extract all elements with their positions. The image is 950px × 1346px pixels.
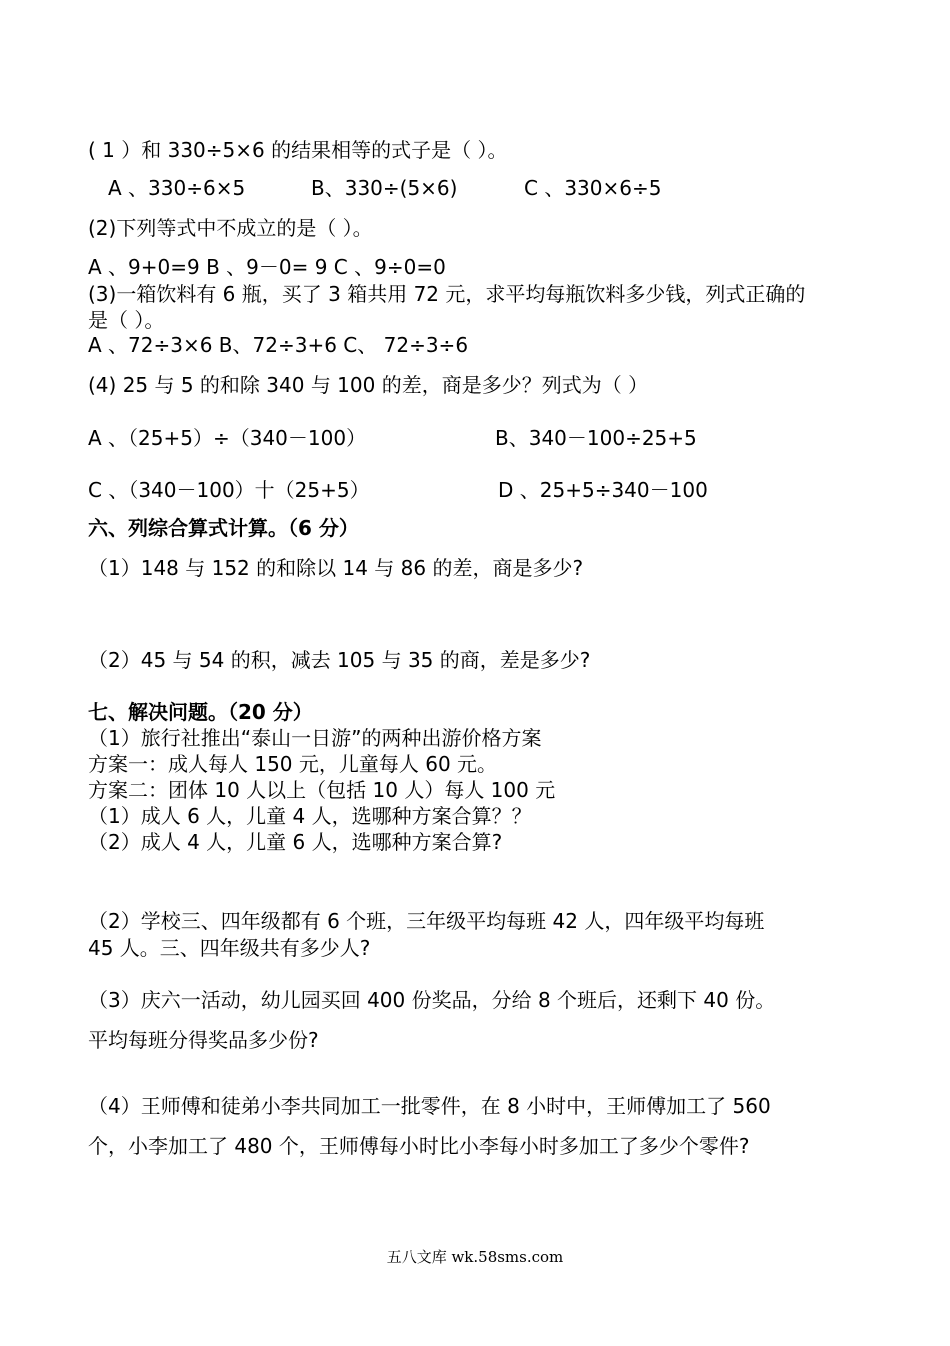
section6-question-1: （1）148 与 152 的和除以 14 与 86 的差，商是多少? [88,556,584,580]
q3-options: A 、72÷3×6 B、72÷3+6 C、 72÷3÷6 [88,333,469,357]
q4-stem: (4) 25 与 5 的和除 340 与 100 的差，商是多少？列式为（ ） [88,373,649,397]
problem1-plan1: 方案一：成人每人 150 元，儿童每人 60 元。 [88,752,498,776]
q1-option-c: C 、330×6÷5 [524,176,662,200]
q4-option-d: D 、25+5÷340－100 [498,478,708,502]
q1-option-a: A 、330÷6×5 [108,176,246,200]
q4-option-b: B、340－100÷25+5 [495,426,697,450]
problem3-line2: 平均每班分得奖品多少份? [88,1028,319,1052]
section7-heading: 七、解决问题。（20 分） [88,700,313,724]
q2-stem: (2)下列等式中不成立的是（ ）。 [88,216,373,240]
q3-stem-line1: (3)一箱饮料有 6 瓶，买了 3 箱共用 72 元，求平均每瓶饮料多少钱，列式正确的 [88,282,806,306]
problem1-intro: （1）旅行社推出“泰山一日游”的两种出游价格方案 [88,726,542,750]
problem1-question1: （1）成人 6 人，儿童 4 人，选哪种方案合算？？ [88,804,532,828]
q4-option-a: A 、（25+5）÷（340－100） [88,426,367,450]
q1-option-b: B、330÷(5×6) [311,176,458,200]
problem4-line1: （4）王师傅和徒弟小李共同加工一批零件，在 8 小时中，王师傅加工了 560 [88,1094,771,1118]
footer-watermark: 五八文库 wk.58sms.com [386,1248,564,1266]
problem2-line2: 45 人。三、四年级共有多少人? [88,936,371,960]
problem1-question2: （2）成人 4 人，儿童 6 人，选哪种方案合算? [88,830,503,854]
section6-heading: 六、列综合算式计算。（6 分） [88,516,359,540]
problem2-line1: （2）学校三、四年级都有 6 个班，三年级平均每班 42 人，四年级平均每班 [88,909,765,933]
problem3-line1: （3）庆六一活动，幼儿园买回 400 份奖品，分给 8 个班后，还剩下 40 份。 [88,988,776,1012]
q1-stem: ( 1 ）和 330÷5×6 的结果相等的式子是（ ）。 [88,138,508,162]
q4-option-c: C 、（340－100）十（25+5） [88,478,370,502]
section6-question-2: （2）45 与 54 的积，减去 105 与 35 的商，差是多少? [88,648,591,672]
q2-options: A 、9+0=9 B 、9－0= 9 C 、9÷0=0 [88,255,446,279]
problem4-line2: 个，小李加工了 480 个，王师傅每小时比小李每小时多加工了多少个零件? [88,1134,750,1158]
problem1-plan2: 方案二：团体 10 人以上（包括 10 人）每人 100 元 [88,778,556,802]
q3-stem-line2: 是（ ）。 [88,308,165,332]
